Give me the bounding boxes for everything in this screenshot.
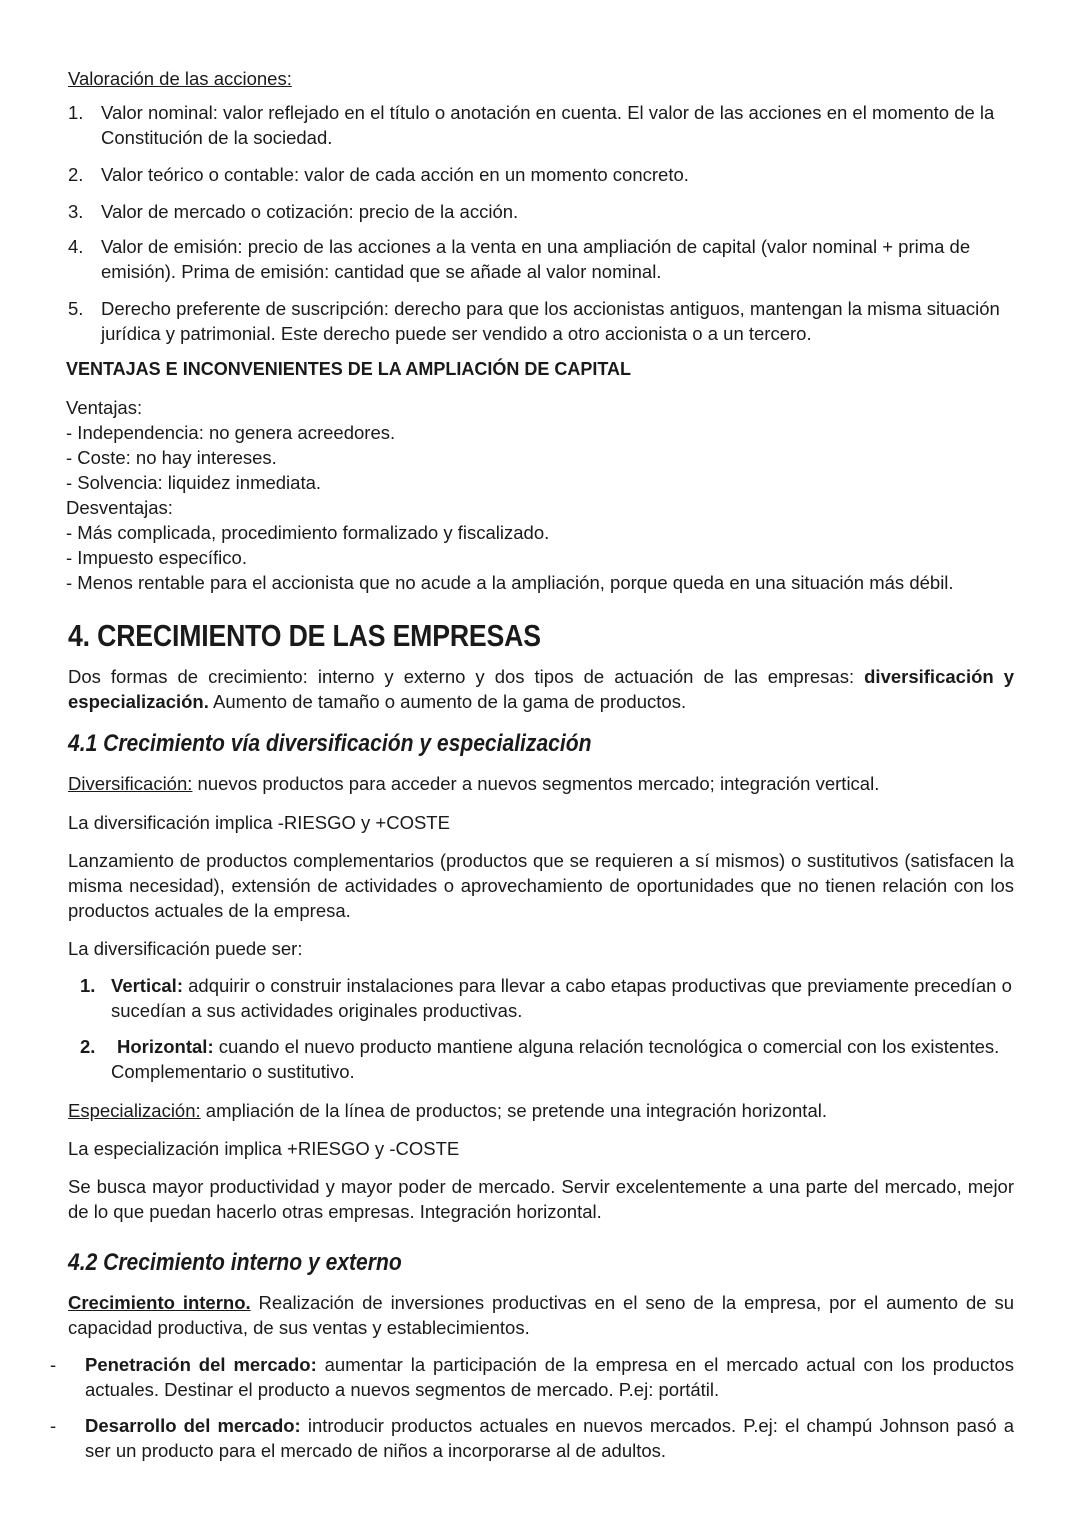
list-number: 2. <box>68 164 84 185</box>
list-number: 1. <box>68 102 84 123</box>
diversificacion-types-intro: La diversificación puede ser: <box>68 938 303 959</box>
list-item-text: introducir productos actuales en nuevos mercados. P.ej: el champú Johnson pasó a ser un producto para el mercado de niños a incorporarse al de adultos. <box>85 1415 1015 1461</box>
intro-bold-text: diversificación y especialización. <box>68 666 1014 712</box>
bullet-dash: - <box>50 1415 57 1436</box>
list-item-text: adquirir o construir instalaciones para llevar a cabo etapas productivas que previamente precedían o sucedían a sus actividades originales productivas. <box>111 975 1012 1021</box>
list-item: Valor de emisión: precio de las acciones a la venta en una ampliación de capital (valor nominal + prima de emisión). Prima de emisión: cantidad que se añade al valor nominal. <box>101 236 971 282</box>
list-item: Valor de mercado o cotización: precio de la acción. <box>101 201 519 222</box>
ventajas-list <box>66 395 954 595</box>
especializacion-def <box>68 1098 1014 1123</box>
term-text: ampliación de la línea de productos; se pretende una integración horizontal. <box>200 1100 827 1121</box>
list-number: 4. <box>68 236 84 257</box>
intro-text: Aumento de tamaño o aumento de la gama de productos. <box>208 691 687 712</box>
crecimiento-interno-def <box>68 1290 1014 1340</box>
list-item <box>85 1352 1014 1402</box>
list-item-label: Horizontal: <box>117 1036 214 1057</box>
list-number: 3. <box>68 201 84 222</box>
list-item <box>85 1413 1014 1463</box>
list-item: Valor teórico o contable: valor de cada acción en un momento concreto. <box>101 164 689 185</box>
list-item-label: Desarrollo del mercado: <box>85 1415 301 1436</box>
bullet-dash: - <box>50 1354 57 1375</box>
ventajas-line: Desventajas: <box>66 497 173 518</box>
list-number: 1. <box>80 975 96 996</box>
ventajas-line: Ventajas: <box>66 397 143 418</box>
list-item: Valor nominal: valor reflejado en el título o anotación en cuenta. El valor de las acciones en el momento de la Constitución de la sociedad. <box>101 102 995 148</box>
intro-text: Dos formas de crecimiento: interno y externo y dos tipos de actuación de las empresas: <box>68 666 865 687</box>
section-title: 4. CRECIMIENTO DE LAS EMPRESAS <box>68 618 541 653</box>
diversificacion-def <box>68 771 1014 796</box>
diversificacion-implies: La diversificación implica -RIESGO y +COSTE <box>68 812 450 833</box>
list-item <box>111 973 1014 1023</box>
term-text: Realización de inversiones productivas en el seno de la empresa, por el aumento de su capacidad productiva, de sus ventas y establecimientos. <box>68 1292 1014 1338</box>
term-label: Diversificación: <box>68 773 193 794</box>
list-number: 5. <box>68 298 84 319</box>
term-label: Crecimiento interno. <box>68 1292 251 1313</box>
ventajas-line: - Solvencia: liquidez inmediata. <box>66 472 322 493</box>
ventajas-line: - Impuesto específico. <box>66 547 247 568</box>
term-text: nuevos productos para acceder a nuevos segmentos mercado; integración vertical. <box>192 773 880 794</box>
list-item-label: Penetración del mercado: <box>85 1354 317 1375</box>
ventajas-line: - Coste: no hay intereses. <box>66 447 277 468</box>
section4-intro <box>68 664 1014 714</box>
diversificacion-paragraph: Lanzamiento de productos complementarios (productos que se requieren a sí mismos) o sustitutivos (satisfacen la misma necesidad), extensión de actividades o aprovechamiento de oportunidades que no tienen relación con los productos actuales de la empresa. <box>68 850 1014 921</box>
subsection-title: 4.2 Crecimiento interno y externo <box>68 1249 402 1276</box>
especializacion-paragraph: Se busca mayor productividad y mayor poder de mercado. Servir excelentemente a una parte del mercado, mejor de lo que puedan hacerlo otras empresas. Integración horizontal. <box>68 1176 1014 1222</box>
list-item-text: cuando el nuevo producto mantiene alguna relación tecnológica o comercial con los existentes. Complementario o sustitutivo. <box>111 1036 1000 1082</box>
ventajas-heading: VENTAJAS E INCONVENIENTES DE LA AMPLIACIÓN DE CAPITAL <box>66 359 632 379</box>
list-item-text: aumentar la participación de la empresa en el mercado actual con los productos actuales. Destinar el producto a nuevos segmentos de mercado. P.ej: portátil. <box>85 1354 1014 1400</box>
ventajas-line: - Menos rentable para el accionista que no acude a la ampliación, porque queda en una situación más débil. <box>66 572 954 593</box>
ventajas-line: - Independencia: no genera acreedores. <box>66 422 396 443</box>
list-number: 2. <box>80 1036 96 1057</box>
list-item: Derecho preferente de suscripción: derecho para que los accionistas antiguos, mantengan la misma situación jurídica y patrimonial. Este derecho puede ser vendido a otro accionista o a un tercero. <box>101 298 1000 344</box>
list-item-label: Vertical: <box>111 975 183 996</box>
especializacion-implies: La especialización implica +RIESGO y -COSTE <box>68 1138 460 1159</box>
ventajas-line: - Más complicada, procedimiento formalizado y fiscalizado. <box>66 522 550 543</box>
term-label: Especialización: <box>68 1100 201 1121</box>
subsection-title: 4.1 Crecimiento vía diversificación y especialización <box>68 730 592 757</box>
list-item <box>111 1034 1014 1084</box>
valoracion-title: Valoración de las acciones: <box>68 68 292 89</box>
